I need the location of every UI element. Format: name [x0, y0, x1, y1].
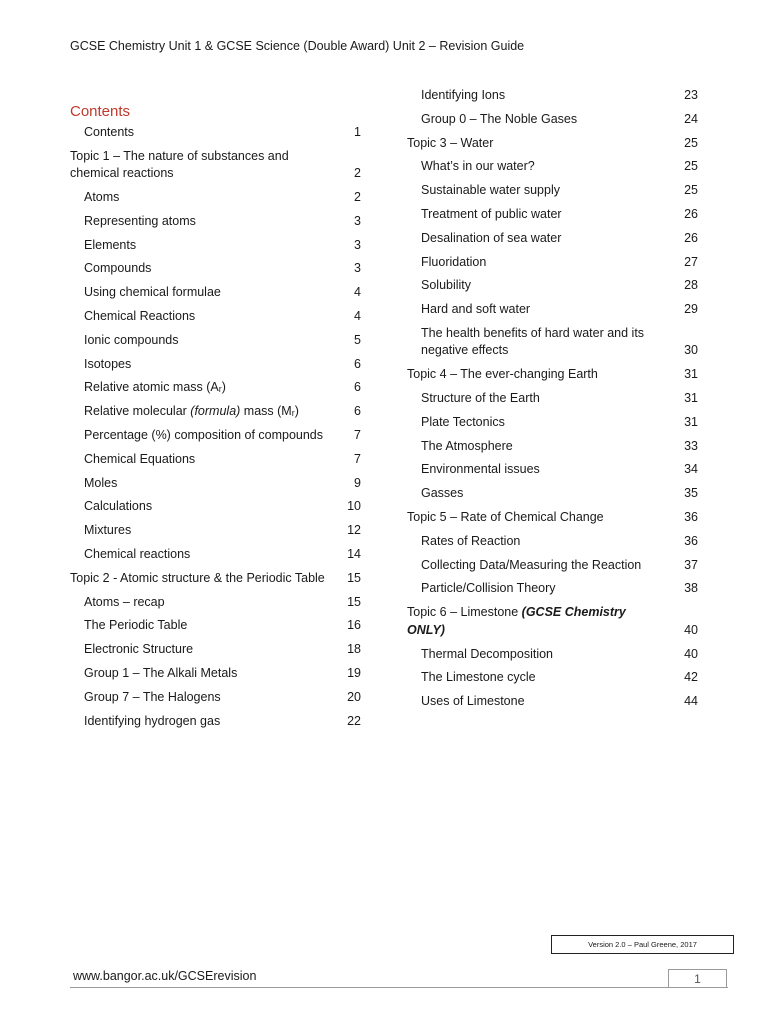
toc-entry-page-number: 6	[354, 404, 361, 419]
toc-entry-title-part: Topic 6 – Limestone	[407, 605, 522, 620]
toc-entry-title	[70, 403, 361, 421]
toc-entry-page-number: 7	[354, 428, 361, 443]
toc-entry[interactable]	[407, 669, 698, 687]
toc-entry-title: Using chemical formulae	[84, 285, 221, 300]
toc-entry-page-number: 42	[684, 670, 698, 685]
toc-entry-title: The Atmosphere	[421, 438, 513, 453]
toc-entry-page-number: 9	[354, 475, 361, 490]
toc-entry[interactable]	[407, 693, 698, 711]
toc-entry-title: What’s in our water?	[421, 159, 535, 174]
toc-topic-entry[interactable]	[407, 509, 698, 527]
toc-entry[interactable]	[70, 617, 361, 635]
toc-entry-page-number: 1	[354, 125, 361, 139]
toc-entry-title: Particle/Collision Theory	[421, 581, 556, 596]
toc-entry[interactable]	[407, 438, 698, 456]
toc-entry-emphasis: (formula)	[190, 404, 241, 419]
toc-entry[interactable]	[407, 533, 698, 551]
toc-entry[interactable]	[407, 301, 698, 319]
toc-entry-page-number: 16	[347, 618, 361, 633]
toc-entry[interactable]	[70, 641, 361, 659]
toc-entry-title: Group 0 – The Noble Gases	[421, 111, 578, 126]
toc-entry-page-number: 4	[354, 309, 361, 324]
toc-entry-title: The health benefits of hard water and its negative effects	[421, 325, 645, 358]
toc-entry[interactable]	[70, 308, 361, 326]
toc-entry[interactable]	[407, 111, 698, 129]
toc-entry[interactable]	[70, 213, 361, 231]
toc-entry[interactable]	[407, 461, 698, 479]
toc-entry-page-number: 25	[684, 183, 698, 198]
toc-entry-page-number: 36	[684, 510, 698, 525]
toc-entry[interactable]	[407, 206, 698, 224]
toc-entry-title: Isotopes	[84, 356, 132, 371]
toc-topic-entry[interactable]	[407, 604, 698, 639]
toc-entry[interactable]	[407, 277, 698, 295]
version-note: Version 2.0 – Paul Greene, 2017	[551, 935, 734, 954]
toc-topic-entry[interactable]	[70, 570, 361, 588]
toc-entry-page-number: 40	[684, 646, 698, 661]
toc-entry[interactable]	[70, 498, 361, 516]
toc-entry-title-part: Relative molecular	[84, 404, 191, 419]
toc-entry-page-number: 44	[684, 694, 698, 709]
toc-entry-title: Moles	[84, 475, 118, 490]
toc-entry-page-number: 15	[347, 594, 361, 609]
toc-entry-page-number: 34	[684, 462, 698, 477]
toc-entry-title: Topic 5 – Rate of Chemical Change	[407, 510, 604, 525]
toc-entry[interactable]	[70, 594, 361, 612]
toc-entry[interactable]	[407, 87, 698, 105]
toc-entry[interactable]	[70, 237, 361, 255]
toc-topic-entry[interactable]	[70, 148, 361, 183]
toc-topic-entry[interactable]	[407, 135, 698, 153]
toc-entry[interactable]	[407, 414, 698, 432]
toc-entry[interactable]	[407, 646, 698, 664]
toc-entry-title: Solubility	[421, 278, 472, 293]
toc-entry-page-number: 28	[684, 278, 698, 293]
toc-entry-page-number: 29	[684, 302, 698, 317]
toc-entry-page-number: 26	[684, 230, 698, 245]
toc-entry-page-number: 2	[354, 190, 361, 205]
toc-entry-page-number: 25	[684, 135, 698, 150]
toc-entry-page-number: 22	[347, 713, 361, 728]
toc-entry-title: Mixtures	[84, 523, 132, 538]
toc-entry-title: Electronic Structure	[84, 642, 194, 657]
toc-entry-page-number: 2	[354, 166, 361, 181]
toc-entry-page-number: 25	[684, 159, 698, 174]
toc-entry-page-number: 4	[354, 285, 361, 300]
toc-right-column	[407, 87, 698, 717]
toc-entry-emphasis: (GCSE Chemistry ONLY)	[407, 605, 626, 637]
toc-entry[interactable]	[407, 230, 698, 248]
toc-entry-title: Calculations	[84, 499, 153, 514]
toc-entry[interactable]	[70, 427, 361, 445]
toc-entry-title: Topic 4 – The ever-changing Earth	[407, 367, 598, 382]
toc-topic-entry[interactable]	[407, 366, 698, 384]
toc-entry[interactable]	[70, 379, 361, 397]
toc-entry-title: Gasses	[421, 486, 464, 501]
page-number: 1	[668, 969, 727, 987]
toc-entry[interactable]	[70, 260, 361, 278]
toc-entry-title: Thermal Decomposition	[421, 646, 553, 661]
toc-entry-page-number: 6	[354, 356, 361, 371]
toc-entry[interactable]	[407, 580, 698, 598]
toc-entry-title: Contents	[84, 125, 135, 139]
toc-entry-page-number: 3	[354, 237, 361, 252]
toc-entry-title: Plate Tectonics	[421, 414, 505, 429]
toc-entry[interactable]	[407, 325, 698, 360]
toc-entry-title: Chemical reactions	[84, 547, 191, 562]
toc-entry-title: Chemical Reactions	[84, 309, 196, 324]
toc-entry[interactable]	[70, 522, 361, 540]
toc-entry-page-number: 24	[684, 111, 698, 126]
toc-entry-title: Atoms	[84, 190, 120, 205]
toc-entry-title: Uses of Limestone	[421, 694, 525, 709]
toc-entry-title: Representing atoms	[84, 213, 196, 228]
toc-entry[interactable]	[70, 665, 361, 683]
toc-left-column	[70, 124, 361, 736]
toc-entry-page-number: 31	[684, 367, 698, 382]
toc-entry-title: Fluoridation	[421, 254, 487, 269]
toc-entry-page-number: 5	[354, 332, 361, 347]
toc-entry-page-number: 14	[347, 547, 361, 562]
toc-entry-title	[407, 604, 698, 639]
toc-entry-page-number: 23	[684, 88, 698, 102]
toc-entry-title: Topic 2 - Atomic structure & the Periodic Table	[70, 570, 325, 585]
toc-entry-page-number: 3	[354, 213, 361, 228]
toc-entry[interactable]	[407, 557, 698, 575]
toc-entry-page-number: 31	[684, 391, 698, 406]
toc-entry-page-number: 40	[684, 622, 698, 637]
toc-entry-title: Group 7 – The Halogens	[84, 689, 221, 704]
toc-entry-title: Treatment of public water	[421, 206, 562, 221]
toc-entry-title: Group 1 – The Alkali Metals	[84, 666, 238, 681]
toc-entry-title: Environmental issues	[421, 462, 540, 477]
toc-entry-title: Rates of Reaction	[421, 533, 521, 548]
toc-entry[interactable]	[407, 158, 698, 176]
toc-entry[interactable]	[70, 284, 361, 302]
toc-entry-title: Sustainable water supply	[421, 183, 560, 198]
toc-entry-page-number: 31	[684, 414, 698, 429]
toc-entry-title-part: mass (Mᵣ)	[240, 404, 299, 419]
toc-entry-title: Atoms – recap	[84, 594, 165, 609]
toc-entry-title: Structure of the Earth	[421, 391, 540, 406]
toc-entry-page-number: 36	[684, 533, 698, 548]
toc-entry-page-number: 20	[347, 689, 361, 704]
toc-entry[interactable]	[70, 189, 361, 207]
toc-entry[interactable]	[70, 689, 361, 707]
toc-entry[interactable]	[70, 356, 361, 374]
toc-entry-page-number: 37	[684, 557, 698, 572]
toc-entry-page-number: 3	[354, 261, 361, 276]
toc-entry-page-number: 15	[347, 570, 361, 585]
toc-entry-title: Identifying Ions	[421, 88, 506, 102]
toc-entry[interactable]	[407, 390, 698, 408]
footer-divider	[70, 987, 728, 988]
toc-entry[interactable]	[407, 254, 698, 272]
contents-heading: Contents	[70, 103, 131, 120]
toc-entry[interactable]	[70, 475, 361, 493]
toc-entry-page-number: 19	[347, 666, 361, 681]
toc-entry-page-number: 6	[354, 380, 361, 395]
toc-entry[interactable]	[70, 124, 361, 142]
toc-entry-title: Desalination of sea water	[421, 230, 562, 245]
toc-entry-title: Topic 1 – The nature of substances and chemical reactions	[70, 148, 289, 181]
toc-entry[interactable]	[70, 546, 361, 564]
toc-entry-title: Collecting Data/Measuring the Reaction	[421, 557, 642, 572]
toc-entry-page-number: 35	[684, 486, 698, 501]
toc-entry[interactable]	[407, 485, 698, 503]
toc-entry[interactable]	[70, 332, 361, 350]
toc-entry-title: Compounds	[84, 261, 152, 276]
toc-entry[interactable]	[70, 451, 361, 469]
toc-entry-page-number: 10	[347, 499, 361, 514]
toc-entry-page-number: 27	[684, 254, 698, 269]
toc-entry-title: Relative atomic mass (Aᵣ)	[84, 380, 226, 395]
toc-entry-page-number: 26	[684, 206, 698, 221]
footer-url[interactable]: www.bangor.ac.uk/GCSErevision	[73, 969, 257, 983]
toc-entry-page-number: 33	[684, 438, 698, 453]
toc-entry-title: Percentage (%) composition of compounds	[84, 428, 324, 443]
toc-entry-title: The Limestone cycle	[421, 670, 536, 685]
toc-entry-title: Hard and soft water	[421, 302, 531, 317]
toc-entry-title: Identifying hydrogen gas	[84, 713, 221, 728]
toc-entry-page-number: 38	[684, 581, 698, 596]
toc-entry[interactable]	[407, 182, 698, 200]
toc-entry-page-number: 12	[347, 523, 361, 538]
toc-entry-title: The Periodic Table	[84, 618, 188, 633]
toc-entry-title: Topic 3 – Water	[407, 135, 494, 150]
toc-entry-page-number: 18	[347, 642, 361, 657]
toc-entry[interactable]	[70, 713, 361, 731]
toc-entry-title: Elements	[84, 237, 137, 252]
toc-entry-title: Ionic compounds	[84, 332, 179, 347]
toc-entry-page-number: 7	[354, 451, 361, 466]
toc-entry[interactable]	[70, 403, 361, 421]
toc-entry-title: Chemical Equations	[84, 451, 196, 466]
toc-entry-page-number: 30	[684, 343, 698, 358]
page-header-title: GCSE Chemistry Unit 1 & GCSE Science (Double Award) Unit 2 – Revision Guide	[70, 39, 525, 53]
